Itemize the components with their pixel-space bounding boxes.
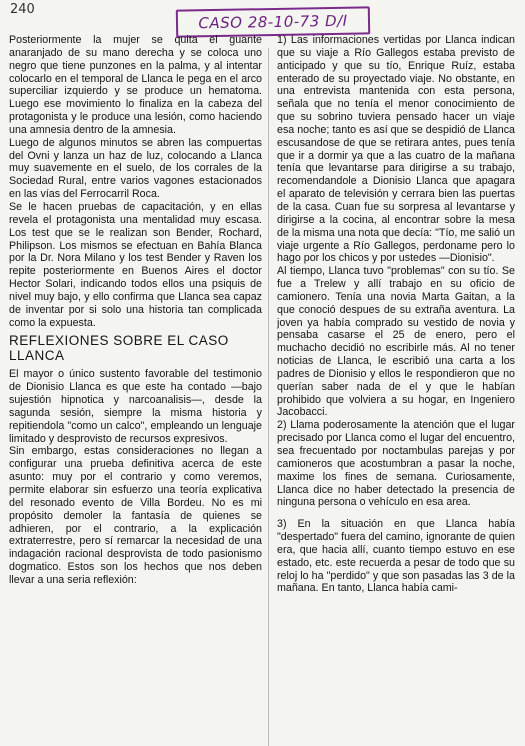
page-number: 240 [10,2,35,17]
stamp-text: CASO 28-10-73 D/I [198,11,348,33]
right-column [277,34,515,744]
left-column [9,34,262,744]
paragraph: El mayor o único sustento favorable del testimonio de Dionisio Llanca es que este ha contado —bajo sujestión hipnotica y narcoanalisis—, desde la sagunda sesión, siempre la misma historia y repitiendola "como un calco", empleando un lenguaje limitado y desprovisto de recursos expresivos. [9,368,262,445]
column-divider [268,48,269,746]
spacer [277,509,515,518]
paragraph: Posteriormente la mujer se quita el guante anaranjado de su mano derecha y se coloca uno negro que tiene punzones en la palma, y al intentar colocarlo en el temporal de Llanca le pega en el arco superciliar izquierdo y se produce un hematoma. Luego ese movimiento lo finaliza en la cabeza del protagonista y le produce una lesión, como haciendo una amnesia dentro de la amnesia. [9,34,262,136]
section-heading: REFLEXIONES SOBRE EL CASO LLANCA [9,333,229,364]
handwritten-case-stamp [176,6,370,37]
paragraph: Sin embargo, estas consideraciones no llegan a configurar una prueba definitiva acerca de este asunto: muy por el contrario y como veremos, permite elaborar sin esfuerzo una teoría explicativa del resonado evento de Villa Bordeu. No es mi propósito demoler la fantasía de quienes se adhieren, por el contrario, a la explicación extraterrestre, pero sí remarcar la necesidad de una indagación racional desprovista de todo pasionismo dogmatico. Estos son los hechos que nos deben llevar a una seria reflexión: [9,445,262,586]
paragraph: 1) Las informaciones vertidas por Llanca indican que su viaje a Río Gallegos estaba previsto de anticipado y que su tío, Enrique Ruíz, estaba enterado de su proyectado viaje. No obstante, en una entrevista mantenida con esta persona, señala que no tenía el menor conocimiento de que su sobrino tuviera pensado hacer un viaje esa noche; tanto es así que se despidió de Llanca escusandose de que se retirara antes, pues tenía que ir a dormir ya que a las cuatro de la mañana tenía que levantarse para dirigirse a su trabajo, recomendandole a Dionisio Llanca que apagara el aparato de televisión y cerrara bien las puertas de la casa. Cuan fue su sorpresa al levantarse y dirigirse a la cocina, al encontrar sobre la mesa de la misma una nota que decía: "Tío, me salió un viaje urgente a Río Gallegos, perdoname pero lo hago por los chicos y por ustedes —Dionisio". [277,34,515,265]
paragraph: 3) En la situación en que Llanca había "despertado" fuera del camino, ignorante de quien era, que hacia allí, cuanto tiempo estuvo en ese estado, etc. este recuerda a pesar de todo que su reloj lo ha "perdido" y que son pasadas las 3 de la mañana. En tanto, Llanca había cami- [277,518,515,595]
paragraph: Se le hacen pruebas de capacitación, y en ellas revela el protagonista una mentalidad muy escasa. Los test que se le realizan son Bender, Rochard, Philipson. Los mismos se efectuan en Bahía Blanca por la Dr. Nora Milano y los test Bender y Raven los repite posteriormente en Buenos Aires el doctor Hector Solari, indicando todos ellos una psiquis de nivel muy bajo, y ello confirma que Llanca sea capaz de inventar por si solo una historia tan complicada como la expuesta. [9,200,262,329]
paragraph: Al tiempo, Llanca tuvo "problemas" con su tío. Se fue a Trelew y allí trabajo en su oficio de camionero. Tenía una novia Marta Gaitan, a la que conoció despues de su extraña aventura. La joven ya había comprado su vestido de novia y pensaba casarse el 25 de enero, pero el muchacho decidió no escribirle más. Al no tener noticias de Llanca, le escribió una carta a los padres de Dionisio y ellos le respondieron que no querían saber nada de el y que le habían prohibido que volviera a su hogar, en Ingeniero Jacobacci. [277,265,515,419]
paragraph: 2) Llama poderosamente la atención que el lugar precisado por Llanca como el lugar del encuentro, sea frecuentado por noctambulas parejas y por camioneros que acostumbran a pasar la noche, maxime los fines de semana. Curiosamente, Llanca dice no haber detectado la presencia de ninguna persona o vehículo en esa area. [277,419,515,509]
paragraph: Luego de algunos minutos se abren las compuertas del Ovni y lanza un haz de luz, colocando a Llanca muy suavemente en el suelo, de los corrales de la Sociedad Rural, entre varios vagones estacionados en las vías del Ferrocarril Roca. [9,136,262,201]
